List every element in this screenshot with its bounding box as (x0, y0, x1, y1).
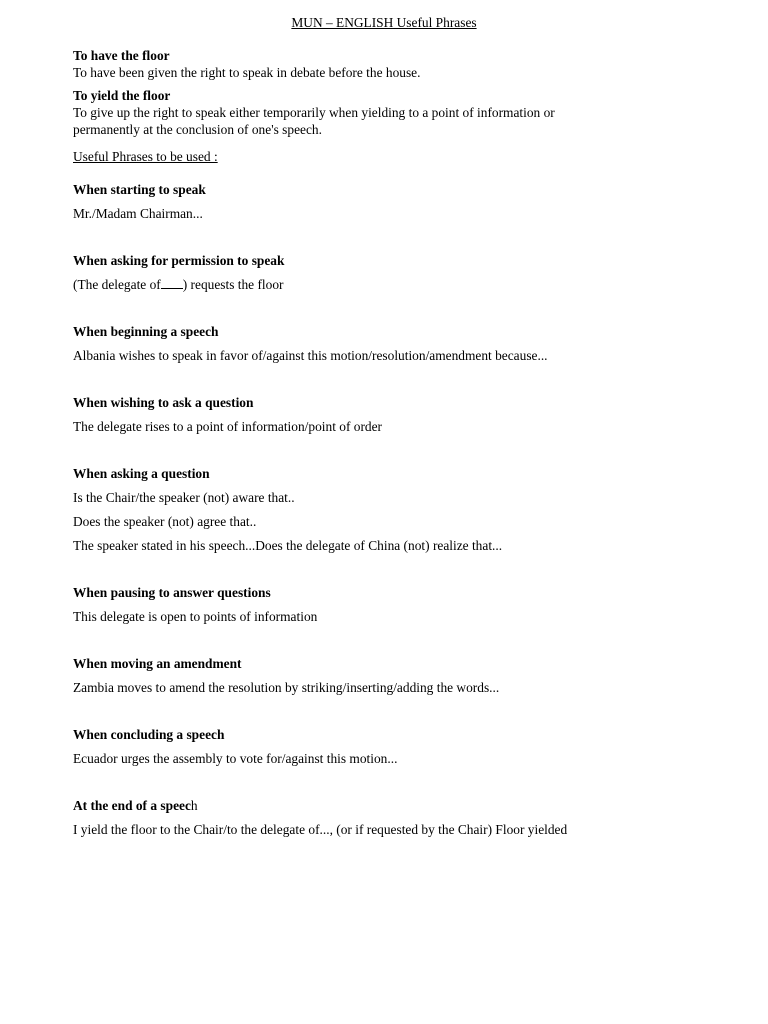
section-heading: When pausing to answer questions (73, 585, 271, 600)
phrase-line: This delegate is open to points of information (73, 609, 318, 624)
phrase-line: I yield the floor to the Chair/to the delegate of..., (or if requested by the Chair) Floor yielded (73, 822, 568, 837)
section-heading: When wishing to ask a question (73, 395, 254, 410)
document-title: MUN – ENGLISH Useful Phrases (291, 15, 477, 30)
section-end-of-speech (73, 797, 713, 838)
useful-phrases-heading: Useful Phrases to be used : (73, 149, 218, 164)
definition-term: To yield the floor (73, 88, 171, 103)
section-wishing-to-ask (73, 394, 713, 435)
section-beginning-speech (73, 323, 713, 364)
section-heading: When starting to speak (73, 182, 206, 197)
definition-term: To have the floor (73, 48, 170, 63)
definition-have-floor (73, 47, 713, 81)
phrase-after-blank: ) requests the floor (182, 277, 284, 292)
section-pausing-answer (73, 584, 713, 625)
section-concluding-speech (73, 726, 713, 767)
section-heading: When moving an amendment (73, 656, 242, 671)
phrase-line: Albania wishes to speak in favor of/against this motion/resolution/amendment because... (73, 348, 548, 363)
definition-text: To have been given the right to speak in debate before the house. (73, 65, 421, 80)
section-heading: When asking for permission to speak (73, 253, 285, 268)
definition-text-line-1: To give up the right to speak either temporarily when yielding to a point of information or (73, 105, 555, 120)
phrase-line: The speaker stated in his speech...Does the delegate of China (not) realize that... (73, 538, 503, 553)
phrase-line: Ecuador urges the assembly to vote for/against this motion... (73, 751, 398, 766)
definition-text-line-2: permanently at the conclusion of one's speech. (73, 122, 322, 137)
definition-yield-floor (73, 87, 713, 138)
section-heading (73, 797, 713, 814)
phrase-line: Mr./Madam Chairman... (73, 206, 203, 221)
section-heading: When asking a question (73, 466, 210, 481)
phrase-line: The delegate rises to a point of information/point of order (73, 419, 383, 434)
section-permission-to-speak (73, 252, 713, 293)
section-heading: When concluding a speech (73, 727, 225, 742)
phrase-line: Zambia moves to amend the resolution by striking/inserting/adding the words... (73, 680, 500, 695)
document-body (73, 47, 713, 868)
section-moving-amendment (73, 655, 713, 696)
phrase-line (73, 276, 713, 293)
phrase-line: Does the speaker (not) agree that.. (73, 514, 257, 529)
section-starting-to-speak (73, 181, 713, 222)
fill-in-blank (161, 277, 183, 289)
section-heading: When beginning a speech (73, 324, 219, 339)
section-heading-bold: At the end of a speec (73, 798, 191, 813)
section-asking-question (73, 465, 713, 554)
phrase-before-blank: (The delegate of (73, 277, 161, 292)
phrase-line: Is the Chair/the speaker (not) aware that.. (73, 490, 295, 505)
section-heading-tail: h (190, 798, 198, 813)
